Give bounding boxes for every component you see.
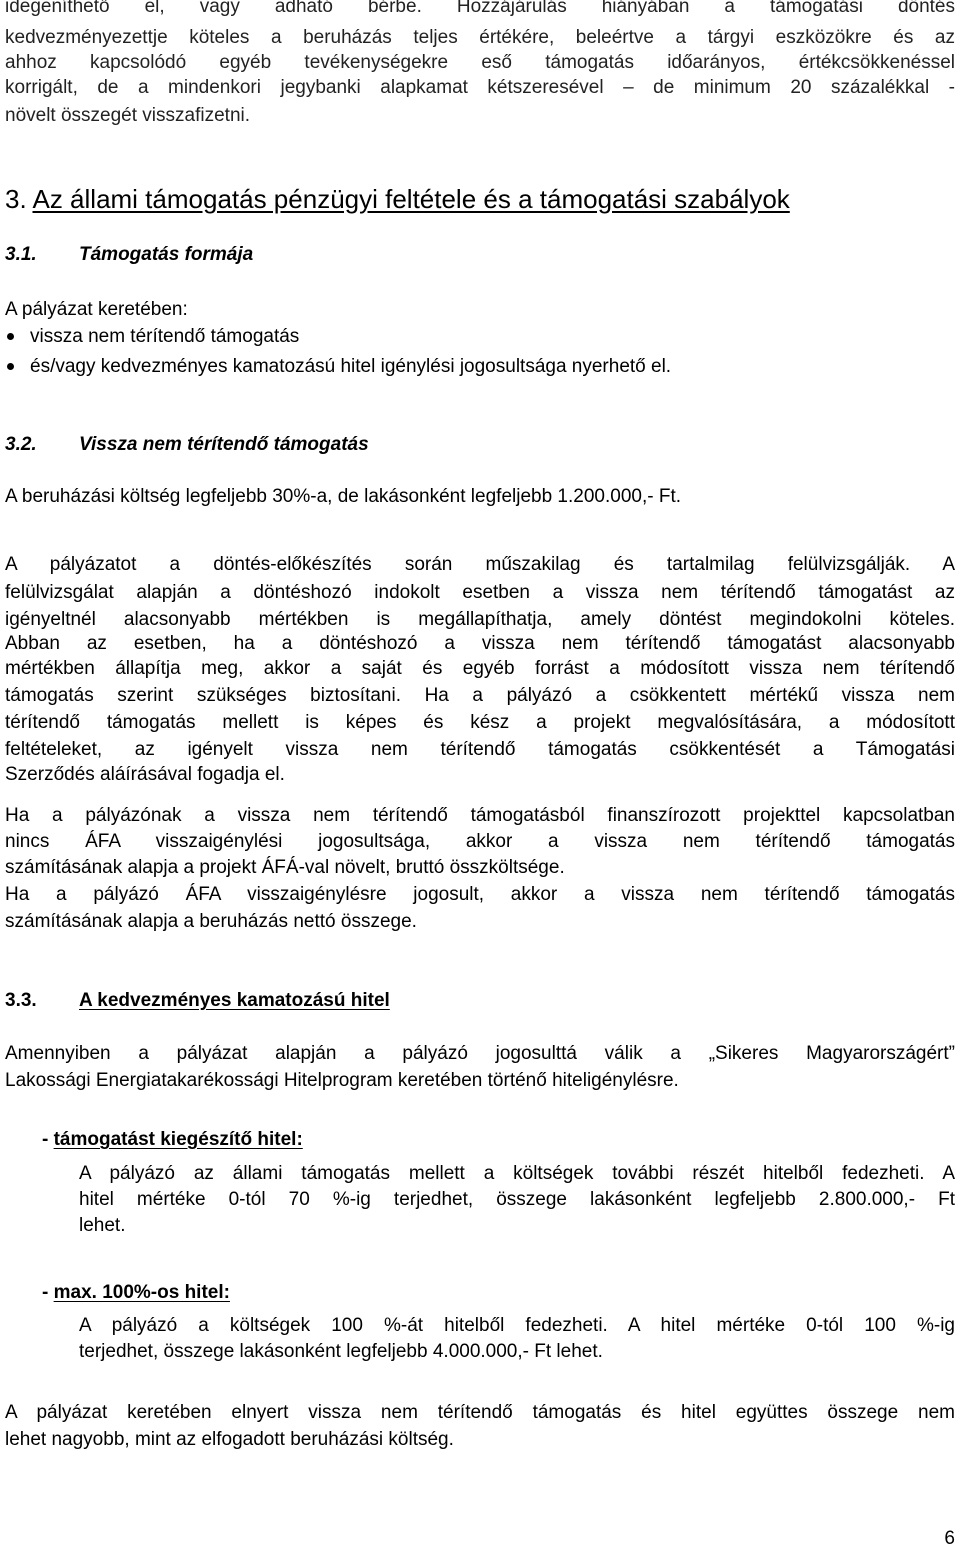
section-3-1-heading [5,242,253,268]
paragraph-line: A pályázatot a döntés-előkészítés során műszakilag és tartalmilag felülvizsgálják. A [5,554,955,575]
paragraph-line: hitel mértéke 0-tól 70 %-ig terjedhet, összege lakásonként legfeljebb 2.800.000,- Ft [79,1189,955,1210]
section-number: 3.1. [5,244,37,265]
paragraph-line: Szerződés aláírásával fogadja el. [5,764,285,785]
paragraph-line: térítendő támogatás mellett is képes és kész a projekt megvalósítására, a módosított [5,712,955,733]
paragraph-line: lehet. [79,1215,126,1236]
section-number: 3.3. [5,990,37,1011]
paragraph-line: Ha a pályázó ÁFA visszaigénylésre jogosult, akkor a vissza nem térítendő támogatás [5,884,955,905]
subheading: - támogatást kiegészítő hitel: [42,1129,303,1150]
section-3-heading [5,183,790,215]
paragraph-line: terjedhet, összege lakásonként legfeljebb 4.000.000,- Ft lehet. [79,1341,603,1362]
intro-line: kedvezményezettje köteles a beruházás teljes értékére, beleértve a tárgyi eszközökre és az [5,27,955,48]
paragraph-line: támogatás szerint szükséges biztosítani. Ha a pályázó a csökkentett mértékű vissza nem [5,685,955,706]
intro-line: idegeníthető el, vagy adható bérbe. Hozzájárulás hiányában a támogatási döntés [5,0,955,17]
paragraph-line: Amennyiben a pályázat alapján a pályázó jogosulttá válik a „Sikeres Magyarországért” [5,1043,955,1064]
paragraph-line: lehet nagyobb, mint az elfogadott beruházási költség. [5,1429,454,1450]
paragraph-line: A pályázó az állami támogatás mellett a költségek további részét hitelből fedezheti. A [79,1163,955,1184]
subheading: - max. 100%-os hitel: [42,1282,230,1303]
paragraph-line: A pályázó a költségek 100 %-át hitelből fedezheti. A hitel mértéke 0-tól 100 %-ig [79,1315,955,1336]
section-3-3-heading [5,988,390,1014]
section-title: Az állami támogatás pénzügyi feltétele és a támogatási szabályok [32,184,790,214]
subheading-title: max. 100%-os hitel: [53,1282,230,1303]
paragraph-line: Abban az esetben, ha a döntéshozó a vissza nem térítendő támogatást alacsonyabb [5,633,955,654]
paragraph-line: felülvizsgálat alapján a döntéshozó indokolt esetben a vissza nem térítendő támogatást az [5,582,955,603]
section-title: Vissza nem térítendő támogatás [79,434,369,455]
paragraph-line: mértékben állapítja meg, akkor a saját és egyéb forrást a módosított vissza nem térítendő [5,658,955,679]
paragraph-line: nincs ÁFA visszaigénylési jogosultsága, akkor a vissza nem térítendő támogatás [5,831,955,852]
paragraph-line: számításának alapja a projekt ÁFÁ-val növelt, bruttó összköltsége. [5,857,565,878]
bullet-icon [7,333,14,340]
section-number: 3. [5,184,27,214]
paragraph-line: Ha a pályázónak a vissza nem térítendő támogatásból finanszírozott projekttel kapcsolatban [5,805,955,826]
subheading-title: támogatást kiegészítő hitel: [53,1129,303,1150]
lead-text: A pályázat keretében: [5,299,188,320]
section-title: A kedvezményes kamatozású hitel [79,990,390,1011]
section-number: 3.2. [5,434,37,455]
paragraph-line: igényeltnél alacsonyabb mértékben is megállapíthatja, amely döntést megindokolni köteles. [5,609,955,630]
section-title: Támogatás formája [79,244,254,265]
paragraph-line: Lakossági Energiatakarékossági Hitelprogram keretében történő hiteligénylésre. [5,1070,679,1091]
intro-line: növelt összegét visszafizetni. [5,105,251,126]
intro-line: korrigált, de a mindenkori jegybanki alapkamat kétszeresével – de minimum 20 százalékkal - [5,77,955,98]
page-number: 6 [944,1528,955,1549]
section-3-2-heading [5,432,369,458]
intro-line: ahhoz kapcsolódó egyéb tevékenységekre eső támogatás időarányos, értékcsökkenéssel [5,52,955,73]
paragraph-line: A pályázat keretében elnyert vissza nem térítendő támogatás és hitel együttes összege nem [5,1402,955,1423]
bullet-icon [7,363,14,370]
paragraph-line: számításának alapja a beruházás nettó összege. [5,911,417,932]
paragraph-line: feltételeket, az igényelt vissza nem térítendő támogatás csökkentését a Támogatási [5,739,955,760]
paragraph: A beruházási költség legfeljebb 30%-a, de lakásonként legfeljebb 1.200.000,- Ft. [5,486,682,507]
